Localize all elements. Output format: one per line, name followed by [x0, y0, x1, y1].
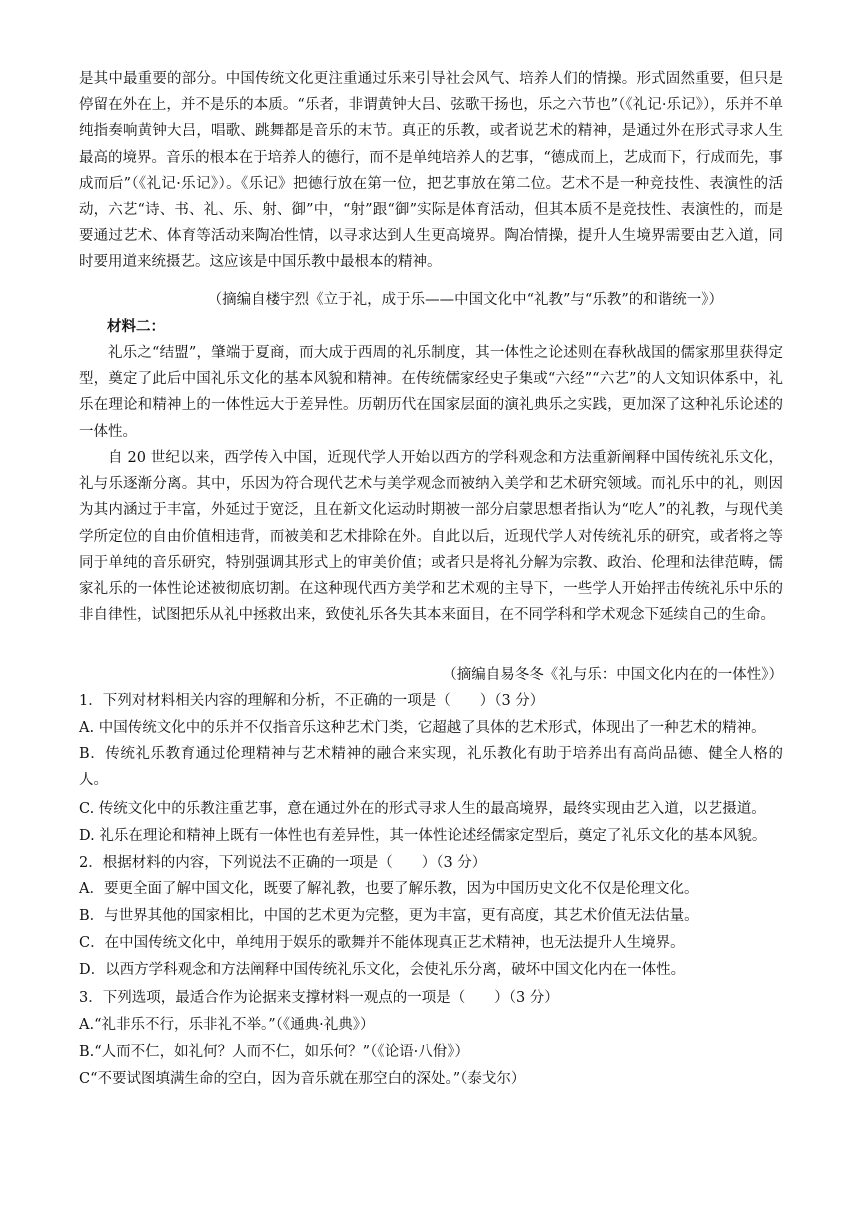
material2-paragraph-1: 礼乐之“结盟”，肇端于夏商，而大成于西周的礼乐制度，其一体性之论述则在春秋战国的儒家那里获得定型，奠定了此后中国礼乐文化的基本风貌和精神。在传统儒家经史子集或“六经”“六艺”的人文知识体系中，礼乐在理论和精神上的一体性远大于差异性。历朝历代在国家层面的演礼典乐之实践，更加深了这种礼乐论述的一体性。	[79, 345, 783, 440]
material1-source: （摘编自楼宇烈《立于礼，成于乐——中国文化中“礼教”与“乐教”的和谐统一》）	[207, 292, 723, 308]
question-1-option-d: D. 礼乐在理论和精神上既有一体性也有差异性，其一体性论述经儒家定型后，奠定了礼乐文化的基本风貌。	[79, 828, 767, 844]
material2-source: （摘编自易冬冬《礼与乐：中国文化内在的一体性》）	[442, 667, 783, 683]
material2-paragraph-2: 自 20 世纪以来，西学传入中国，近现代学人开始以西方的学科观念和方法重新阐释中国传统礼乐文化，礼与乐逐渐分离。其中，乐因为符合现代艺术与美学观念而被纳入美学和艺术研究领域。而礼乐中的礼，则因为其内涵过于丰富，外延过于宽泛，且在新文化运动时期被一部分启蒙思想者指认为“吃人”的礼教，与现代美学所定位的自由价值相违背，而被美和艺术排除在外。自此以后，近现代学人对传统礼乐的研究，或者将之等同于单纯的音乐研究，特别强调其形式上的审美价值；或者只是将礼分解为宗教、政治、伦理和法律范畴，儒家礼乐的一体性论述被彻底切割。在这种现代西方美学和艺术观的主导下，一些学人开始抨击传统礼乐中乐的非自律性，试图把乐从礼中拯救出来，致使礼乐各失其本来面目，在不同学科和学术观念下延续自己的生命。	[79, 450, 783, 624]
question-1-option-b: B．传统礼乐教育通过伦理精神与艺术精神的融合来实现，礼乐教化有助于培养出有高尚品德、健全人格的人。	[79, 746, 783, 789]
material2-heading: 材料二：	[107, 318, 165, 335]
question-2-option-d: D．以西方学科观念和方法阐释中国传统礼乐文化，会使礼乐分离，破坏中国文化内在一体性。	[79, 962, 686, 978]
question-2-option-c: C．在中国传统文化中，单纯用于娱乐的歌舞并不能体现真正艺术精神，也无法提升人生境界。	[79, 935, 685, 951]
question-1-stem: 1．下列对材料相关内容的理解和分析，不正确的一项是（ ）（3 分）	[79, 693, 545, 709]
question-3-option-b: B.“人而不仁，如礼何？人而不仁，如乐何？”（《论语·八佾》）	[79, 1044, 469, 1060]
question-2-stem: 2．根据材料的内容，下列说法不正确的一项是（ ）（3 分）	[79, 855, 487, 871]
question-3-option-c: C“不要试图填满生命的空白，因为音乐就在那空白的深处。”（泰戈尔）	[79, 1071, 526, 1087]
question-2-option-a: A．要更全面了解中国文化，既要了解礼教，也要了解乐教，因为中国历史文化不仅是伦理文化。	[79, 881, 699, 897]
question-1-option-a: A. 中国传统文化中的乐并不仅指音乐这种艺术门类，它超越了具体的艺术形式，体现出了一种艺术的精神。	[79, 720, 766, 736]
material1-tail-paragraph: 是其中最重要的部分。中国传统文化更注重通过乐来引导社会风气、培养人们的情操。形式固然重要，但只是停留在外在上，并不是乐的本质。“乐者，非谓黄钟大吕、弦歌干扬也，乐之六节也”（《礼记·乐记》），乐并不单纯指奏响黄钟大吕，唱歌、跳舞都是音乐的末节。真正的乐教，或者说艺术的精神，是通过外在形式寻求人生最高的境界。音乐的根本在于培养人的德行，而不是单纯培养人的艺事，“德成而上，艺成而下，行成而先，事成而后”（《礼记·乐记》）。《乐记》把德行放在第一位，把艺事放在第二位。艺术不是一种竞技性、表演性的活动，六艺“诗、书、礼、乐、射、御”中，“射”跟“御”实际是体育活动，但其本质不是竞技性、表演性的，而是要通过艺术、体育等活动来陶冶性情，以寻求达到人生更高境界。陶冶情操，提升人生境界需要由艺入道，同时要用道来统摄艺。这应该是中国乐教中最根本的精神。	[79, 71, 783, 271]
question-2-option-b: B．与世界其他的国家相比，中国的艺术更为完整，更为丰富，更有高度，其艺术价值无法估量。	[79, 908, 699, 924]
question-3-option-a: A.“礼非乐不行，乐非礼不举。”（《通典·礼典》）	[79, 1017, 375, 1033]
question-3-stem: 3．下列选项，最适合作为论据来支撑材料一观点的一项是（ ）（3 分）	[79, 990, 559, 1006]
question-1-option-c: C. 传统文化中的乐教注重艺事，意在通过外在的形式寻求人生的最高境界，最终实现由艺入道，以艺摄道。	[79, 801, 766, 817]
